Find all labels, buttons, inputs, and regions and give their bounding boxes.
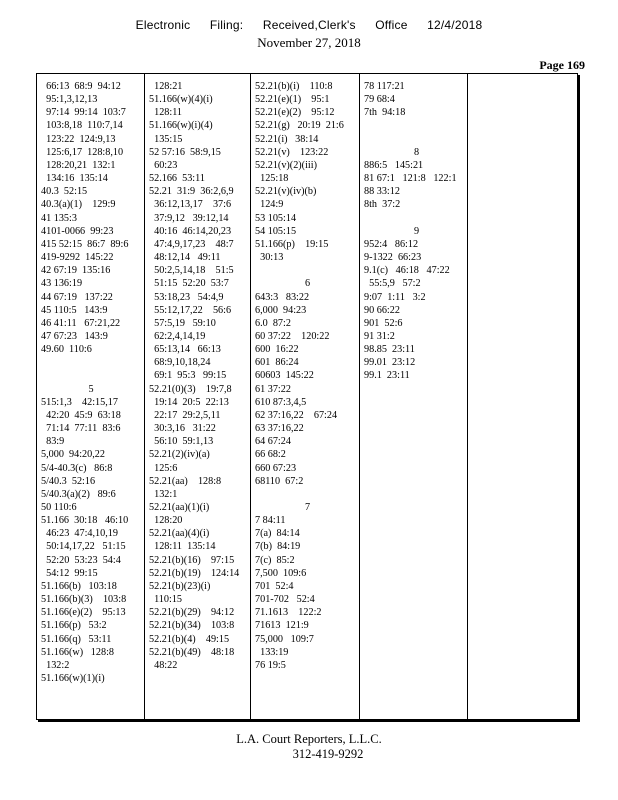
index-entry: 76 19:5: [255, 659, 286, 671]
index-entry: 52.21(aa)(1)(i): [149, 502, 210, 513]
page-number: Page 169: [539, 58, 585, 72]
index-entry: 40.3(a)(1) 129:9: [41, 199, 116, 211]
index-entry: 71:14 77:11 83:6: [41, 423, 121, 435]
index-entry: 51.166(w)(1)(i): [41, 673, 105, 685]
index-entry: 99.1 23:11: [364, 370, 410, 382]
filing-stamp-line: [0, 18, 618, 32]
index-entry: [255, 264, 360, 277]
index-entry: 9-1322 66:23: [364, 252, 422, 264]
index-entry: 5: [88, 383, 94, 395]
index-entry: 128:20: [149, 515, 183, 527]
index-entry: 57:5,19 59:10: [149, 317, 216, 329]
index-entry: 95:1,3,12,13: [41, 94, 98, 106]
index-entry: 132:1: [149, 488, 178, 500]
index-entry: 48:22: [149, 659, 178, 671]
index-entry: 125:18: [255, 173, 289, 185]
index-entry: 600 16:22: [255, 344, 299, 356]
index-entry: 52:20 53:23 54:4: [41, 554, 121, 566]
index-entry: 83:9: [41, 436, 65, 448]
index-entry: 128:11: [149, 107, 183, 119]
index-entry: 7(c) 85:2: [255, 554, 295, 566]
index-entry: 46:23 47:4,10,19: [41, 528, 118, 540]
index-entry: 55:5,9 57:2: [364, 278, 421, 290]
index-entry: 65:13,14 66:13: [149, 344, 221, 356]
index-entry: 68:9,10,18,24: [149, 357, 211, 369]
index-entry: 8: [413, 146, 420, 158]
index-entry: 515:1,3 42:15,17: [41, 396, 118, 408]
index-entry: 7 84:11: [255, 515, 286, 527]
index-entry: 52.21(0)(3) 19:7,8: [149, 383, 232, 395]
index-entry: 52.21(v) 123:22: [255, 146, 329, 158]
index-entry: 9.1(c) 46:18 47:22: [364, 265, 450, 277]
index-entry: 7th 94:18: [364, 107, 406, 119]
index-entry: 78 117:21: [364, 81, 405, 92]
index-entry: 134:16 135:14: [41, 173, 108, 185]
index-entry: 419-9292 145:22: [41, 252, 114, 264]
index-entry: [41, 369, 141, 382]
index-entry: 52.21(b)(i) 110:8: [255, 81, 333, 92]
index-entry: 47 67:23 143:9: [41, 330, 108, 342]
index-entry: 61 37:22: [255, 383, 291, 395]
index-entry: 62:2,4,14,19: [149, 330, 206, 342]
index-entry: 125:6,17 128:8,10: [41, 146, 124, 158]
index-entry: 643:3 83:22: [255, 291, 310, 303]
index-entry: 701 52:4: [255, 580, 294, 592]
stamp-electronic: Electronic: [135, 18, 191, 32]
index-entry: 51.166(w)(4)(i): [149, 94, 213, 106]
index-entry: 47:4,9,17,23 48:7: [149, 238, 234, 250]
index-entry: 53:18,23 54:4,9: [149, 291, 224, 303]
index-entry: 52.21(e)(1) 95:1: [255, 94, 330, 106]
index-entry: 42:20 45:9 63:18: [41, 409, 121, 421]
index-entry: 42 67:19 135:16: [41, 265, 111, 277]
index-entry: 52.166 53:11: [149, 173, 205, 185]
index-entry: [364, 119, 469, 132]
index-entry: 30:3,16 31:22: [149, 423, 216, 435]
index-entry: 51.166(b)(3) 103:8: [41, 594, 127, 606]
index-entry: 128:11 135:14: [149, 541, 216, 553]
index-column-1: [41, 80, 141, 719]
index-entry: 52.21(b)(19) 124:14: [149, 567, 240, 579]
stamp-filing: Filing:: [209, 18, 244, 32]
index-entry: 128:21: [149, 81, 183, 92]
index-entry: 610 87:3,4,5: [255, 396, 307, 408]
index-entry: 51.166(q) 53:11: [41, 633, 112, 645]
index-entry: 50:2,5,14,18 51:5: [149, 265, 234, 277]
stamp-date: 12/4/2018: [427, 18, 483, 32]
index-entry: 7: [304, 502, 311, 513]
index-entry: 81 67:1 121:8 122:1: [364, 173, 457, 185]
stamp-office: Office: [375, 18, 408, 32]
index-entry: 64 67:24: [255, 436, 291, 448]
index-entry: [255, 488, 360, 501]
index-entry: 124:9: [255, 199, 284, 211]
index-entry: 6.0 87:2: [255, 317, 291, 329]
index-entry: 60:23: [149, 159, 178, 171]
index-entry: 41 135:3: [41, 212, 77, 224]
index-entry: 52.21(aa)(4)(i): [149, 528, 210, 540]
index-entry: 30:13: [255, 252, 284, 264]
index-entry: 54 105:15: [255, 225, 297, 237]
index-entry: 51:15 52:20 53:7: [149, 278, 229, 290]
index-entry: 88 33:12: [364, 186, 400, 198]
index-table: [36, 73, 578, 720]
index-entry: 52.21 31:9 36:2,6,9: [149, 186, 234, 198]
index-entry: 51.166(b) 103:18: [41, 580, 117, 592]
index-entry: 60 37:22 120:22: [255, 330, 330, 342]
index-entry: 7(a) 84:14: [255, 528, 300, 540]
index-entry: 123:22 124:9,13: [41, 133, 116, 145]
stamp-received: Received,Clerk's: [262, 18, 356, 32]
index-entry: 49.60 110:6: [41, 344, 92, 356]
index-entry: 7(b) 84:19: [255, 541, 301, 553]
index-entry: [364, 212, 469, 225]
index-entry: 5,000 94:20,22: [41, 449, 105, 461]
index-entry: 135:15: [149, 133, 183, 145]
index-entry: 69:1 95:3 99:15: [149, 370, 227, 382]
index-entry: 52.21(aa) 128:8: [149, 475, 222, 487]
transcript-date: November 27, 2018: [257, 35, 361, 50]
index-entry: 51.166(w) 128:8: [41, 646, 115, 658]
index-entry: 601 86:24: [255, 357, 299, 369]
index-entry: 50 110:6: [41, 502, 77, 513]
index-entry: 4101-0066 99:23: [41, 225, 114, 237]
index-entry: 125:6: [149, 462, 178, 474]
index-entry: 9: [413, 225, 420, 237]
index-entry: 68110 67:2: [255, 475, 304, 487]
index-entry: 6: [304, 278, 311, 290]
index-entry: 51.166 30:18 46:10: [41, 515, 129, 527]
index-entry: 52.21(b)(4) 49:15: [149, 633, 230, 645]
index-entry: 43 136:19: [41, 278, 83, 290]
index-column-3: [255, 80, 360, 719]
index-entry: 66 68:2: [255, 449, 286, 461]
index-column-4: [364, 80, 469, 719]
index-entry: 90 66:22: [364, 304, 400, 316]
index-entry: 51.166(p) 19:15: [255, 238, 329, 250]
index-entry: [364, 133, 469, 146]
index-entry: 5/40.3 52:16: [41, 475, 96, 487]
index-entry: 56:10 59:1,13: [149, 436, 214, 448]
index-entry: 133:19: [255, 646, 289, 658]
column-divider: [250, 74, 251, 719]
index-entry: 44 67:19 137:22: [41, 291, 113, 303]
index-entry: 886:5 145:21: [364, 159, 424, 171]
index-entry: 53 105:14: [255, 212, 297, 224]
index-entry: 415 52:15 86:7 89:6: [41, 238, 129, 250]
index-entry: 40.3 52:15: [41, 186, 88, 198]
index-entry: 52.21(i) 38:14: [255, 133, 319, 145]
index-entry: 6,000 94:23: [255, 304, 307, 316]
index-entry: 99.01 23:12: [364, 357, 416, 369]
index-entry: 52.21(g) 20:19 21:6: [255, 120, 344, 132]
index-entry: 71.1613 122:2: [255, 607, 322, 619]
index-entry: 36:12,13,17 37:6: [149, 199, 232, 211]
index-column-2: [149, 80, 249, 719]
index-entry: 901 52:6: [364, 317, 403, 329]
index-entry: 50:14,17,22 51:15: [41, 541, 126, 553]
column-divider: [144, 74, 145, 719]
index-entry: 103:8,18 110:7,14: [41, 120, 123, 132]
index-entry: 52.21(e)(2) 95:12: [255, 107, 335, 119]
index-entry: 9:07 1:11 3:2: [364, 291, 426, 303]
index-entry: 7,500 109:6: [255, 567, 307, 579]
index-entry: 52.21(v)(2)(iii): [255, 159, 317, 171]
index-entry: 66:13 68:9 94:12: [41, 81, 121, 92]
index-entry: 110:15: [149, 594, 183, 606]
index-entry: 52.21(b)(29) 94:12: [149, 607, 235, 619]
index-entry: 46 41:11 67:21,22: [41, 317, 121, 329]
index-entry: 51.166(p) 53:2: [41, 620, 107, 632]
index-entry: 97:14 99:14 103:7: [41, 107, 126, 119]
index-entry: [41, 356, 141, 369]
index-entry: 51.166(e)(2) 95:13: [41, 607, 126, 619]
index-entry: 54:12 99:15: [41, 567, 98, 579]
index-entry: 128:20,21 132:1: [41, 159, 116, 171]
index-entry: 40:16 46:14,20,23: [149, 225, 232, 237]
index-entry: 37:9,12 39:12,14: [149, 212, 229, 224]
index-entry: 71613 121:9: [255, 620, 309, 632]
index-entry: 51.166(w)(i)(4): [149, 120, 213, 132]
index-entry: 79 68:4: [364, 94, 395, 106]
index-entry: 19:14 20:5 22:13: [149, 396, 229, 408]
index-entry: 75,000 109:7: [255, 633, 314, 645]
index-entry: 52.21(v)(iv)(b): [255, 186, 317, 198]
index-entry: 62 37:16,22 67:24: [255, 409, 338, 421]
index-entry: 952:4 86:12: [364, 238, 419, 250]
index-entry: 52.21(b)(16) 97:15: [149, 554, 235, 566]
index-entry: 63 37:16,22: [255, 423, 304, 435]
index-entry: 45 110:5 143:9: [41, 304, 108, 316]
footer-phone: 312-419-9292: [292, 747, 364, 761]
index-entry: 660 67:23: [255, 462, 297, 474]
footer-company: L.A. Court Reporters, L.L.C.: [236, 732, 382, 746]
index-entry: 52.21(b)(23)(i): [149, 580, 211, 592]
index-entry: 98.85 23:11: [364, 344, 415, 356]
index-entry: 52 57:16 58:9,15: [149, 146, 221, 158]
index-entry: 132:2: [41, 659, 70, 671]
index-entry: 52.21(b)(49) 48:18: [149, 646, 235, 658]
index-entry: 22:17 29:2,5,11: [149, 409, 221, 421]
index-entry: 60603 145:22: [255, 370, 314, 382]
index-entry: 701-702 52:4: [255, 594, 315, 606]
index-entry: 52.21(2)(iv)(a): [149, 449, 210, 461]
index-entry: 48:12,14 49:11: [149, 252, 221, 264]
index-entry: 8th 37:2: [364, 199, 401, 211]
index-entry: 5/4-40.3(c) 86:8: [41, 462, 113, 474]
index-entry: 52.21(b)(34) 103:8: [149, 620, 235, 632]
index-entry: 55:12,17,22 56:6: [149, 304, 232, 316]
index-entry: 5/40.3(a)(2) 89:6: [41, 488, 116, 500]
index-entry: 91 31:2: [364, 330, 395, 342]
